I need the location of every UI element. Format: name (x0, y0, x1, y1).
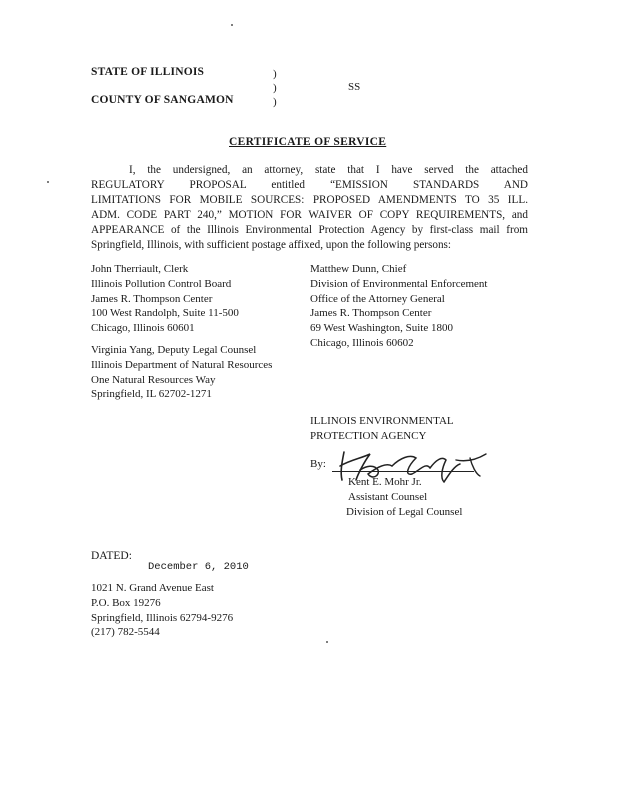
address-line: James R. Thompson Center (310, 307, 432, 320)
certificate-body (91, 163, 528, 253)
recipient-address-attorney-general (310, 262, 487, 351)
body-line: REGULATORY PROPOSAL entitled “EMISSION STANDARDS AND (91, 179, 528, 191)
address-line: Illinois Department of Natural Resources (91, 358, 273, 371)
caption-county: COUNTY OF SANGAMON (91, 94, 234, 106)
address-line: P.O. Box 19276 (91, 596, 161, 609)
address-line: Matthew Dunn, Chief (310, 263, 407, 275)
by-label: By: (310, 458, 326, 470)
address-line: Division of Environmental Enforcement (310, 277, 488, 290)
caption-state: STATE OF ILLINOIS (91, 66, 205, 78)
signatory-block (348, 475, 462, 519)
agency-line: ILLINOIS ENVIRONMENTAL (310, 415, 454, 427)
caption-paren: ) (273, 82, 277, 94)
address-line: Virginia Yang, Deputy Legal Counsel (91, 344, 257, 356)
address-line: Illinois Pollution Control Board (91, 277, 232, 290)
address-line: Chicago, Illinois 60602 (310, 336, 414, 349)
caption-ss: SS (348, 81, 361, 93)
dated-value: December 6, 2010 (148, 561, 249, 573)
agency-line: PROTECTION AGENCY (310, 429, 427, 442)
signatory-name: Kent E. Mohr Jr. (348, 476, 422, 488)
address-line: Springfield, Illinois 62794-9276 (91, 611, 234, 624)
dated-label: DATED: (91, 550, 132, 562)
caption-paren: ) (273, 96, 277, 108)
address-line: John Therriault, Clerk (91, 263, 189, 275)
footer-address (91, 581, 233, 640)
caption-paren: ) (273, 68, 277, 80)
scan-speck (231, 24, 233, 26)
address-line: One Natural Resources Way (91, 373, 216, 386)
address-line: Springfield, IL 62702-1271 (91, 388, 212, 401)
body-line: I, the undersigned, an attorney, state that I have served the attached (129, 164, 528, 176)
recipient-address-dnr (91, 343, 272, 402)
address-line: (217) 782-5544 (91, 626, 160, 639)
body-line: ADM. CODE PART 240,” MOTION FOR WAIVER OF COPY REQUIREMENTS, and (91, 209, 528, 221)
address-line: 1021 N. Grand Avenue East (91, 582, 214, 594)
document-title: CERTIFICATE OF SERVICE (229, 136, 387, 148)
address-line: Office of the Attorney General (310, 292, 445, 305)
address-line: 100 West Randolph, Suite 11-500 (91, 307, 239, 320)
recipient-address-clerk (91, 262, 239, 336)
body-line: APPEARANCE of the Illinois Environmental Protection Agency by first-class mail from (91, 224, 528, 236)
signatory-title: Assistant Counsel (348, 490, 428, 503)
signatory-division: Division of Legal Counsel (346, 505, 463, 518)
scan-speck (47, 181, 49, 183)
scan-speck (326, 641, 328, 643)
body-line: Springfield, Illinois, with sufficient postage affixed, upon the following persons: (91, 239, 452, 251)
address-line: James R. Thompson Center (91, 292, 213, 305)
body-line: LIMITATIONS FOR MOBILE SOURCES: PROPOSED AMENDMENTS TO 35 ILL. (91, 194, 528, 206)
address-line: Chicago, Illinois 60601 (91, 322, 195, 335)
address-line: 69 West Washington, Suite 1800 (310, 322, 453, 335)
